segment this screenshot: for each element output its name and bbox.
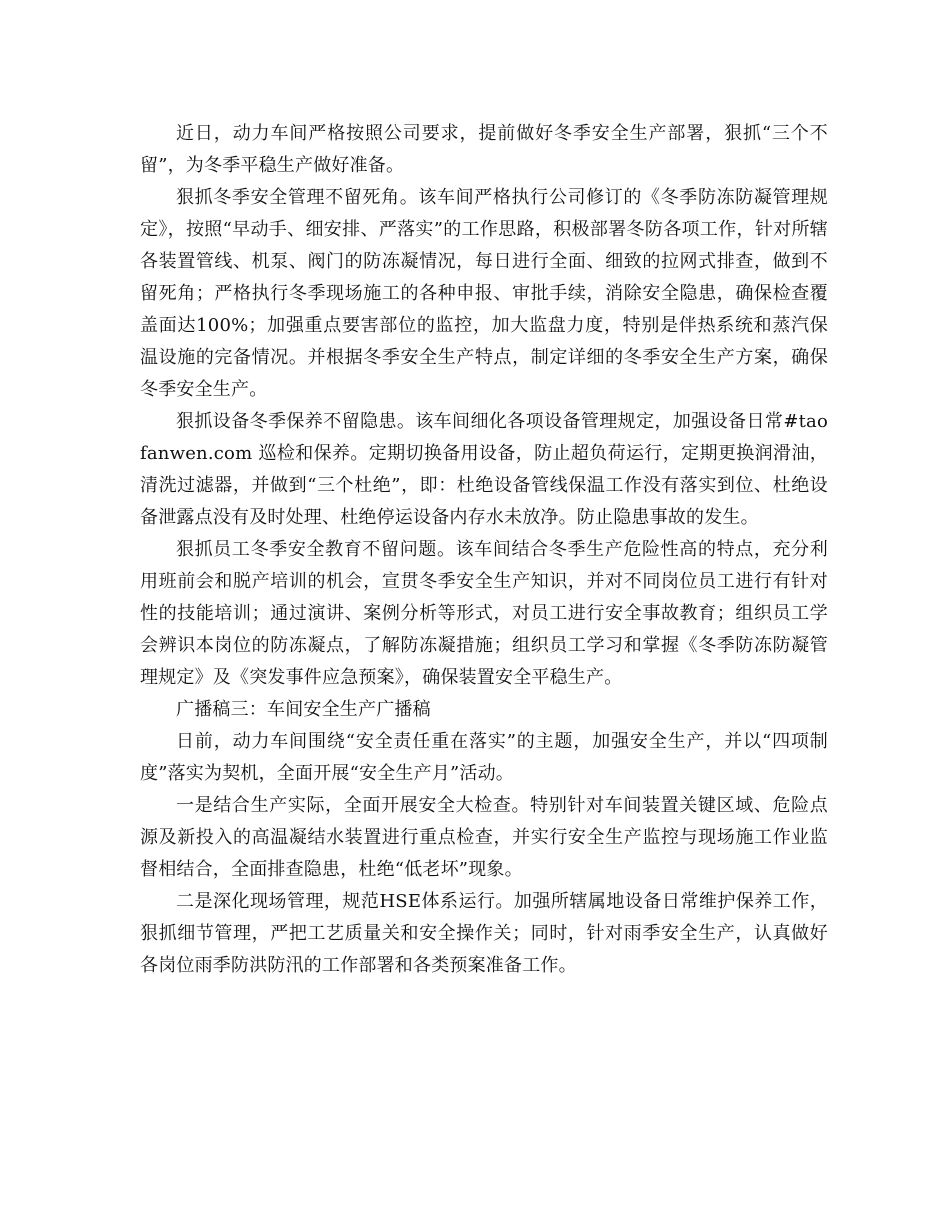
paragraph-inspection: 一是结合生产实际，全面开展安全大检查。特别针对车间装置关键区域、危险点源及新投入的高温凝结水装置进行重点检查，并实行安全生产监控与现场施工作业监督相结合，全面排查隐患，杜绝“低老坏”现象。 bbox=[140, 795, 828, 880]
paragraph-equipment-maintenance: 狠抓设备冬季保养不留隐患。该车间细化各项设备管理规定，加强设备日常#taofanwen.com 巡检和保养。定期切换备用设备，防止超负荷运行，定期更换润滑油，清洗过滤器，并做到“三个杜绝”，即：杜绝设备管线保温工作没有落实到位、杜绝设备泄露点没有及时处理、杜绝停运设备内存水未放净。防止隐患事故的发生。 bbox=[140, 411, 828, 528]
paragraph-intro: 近日，动力车间严格按照公司要求，提前做好冬季安全生产部署，狠抓“三个不留”，为冬季平稳生产做好准备。 bbox=[140, 123, 828, 176]
paragraph-staff-education: 狠抓员工冬季安全教育不留问题。该车间结合冬季生产危险性高的特点，充分利用班前会和脱产培训的机会，宣贯冬季安全生产知识，并对不同岗位员工进行有针对性的技能培训；通过演讲、案例分析等形式，对员工进行安全事故教育；组织员工学会辨识本岗位的防冻凝点，了解防冻凝措施；组织员工学习和掌握《冬季防冻防凝管理规定》及《突发事件应急预案》，确保装置安全平稳生产。 bbox=[140, 539, 828, 688]
section-heading: 广播稿三：车间安全生产广播稿 bbox=[176, 699, 431, 720]
paragraph-safety-month: 日前，动力车间围绕“安全责任重在落实”的主题，加强安全生产，并以“四项制度”落实为契机，全面开展“安全生产月”活动。 bbox=[140, 731, 828, 784]
paragraph-safety-management: 狠抓冬季安全管理不留死角。该车间严格执行公司修订的《冬季防冻防凝管理规定》，按照“早动手、细安排、严落实”的工作思路，积极部署冬防各项工作，针对所辖各装置管线、机泵、阀门的防冻凝情况，每日进行全面、细致的拉网式排查，做到不留死角；严格执行冬季现场施工的各种申报、审批手续，消除安全隐患，确保检查覆盖面达100%；加强重点要害部位的监控，加大监盘力度，特别是伴热系统和蒸汽保温设施的完备情况。并根据冬季安全生产特点，制定详细的冬季安全生产方案，确保冬季安全生产。 bbox=[140, 187, 828, 400]
paragraph-site-management: 二是深化现场管理，规范HSE体系运行。加强所辖属地设备日常维护保养工作，狠抓细节管理，严把工艺质量关和安全操作关；同时，针对雨季安全生产，认真做好各岗位雨季防洪防汛的工作部署和各类预案准备工作。 bbox=[140, 891, 828, 976]
